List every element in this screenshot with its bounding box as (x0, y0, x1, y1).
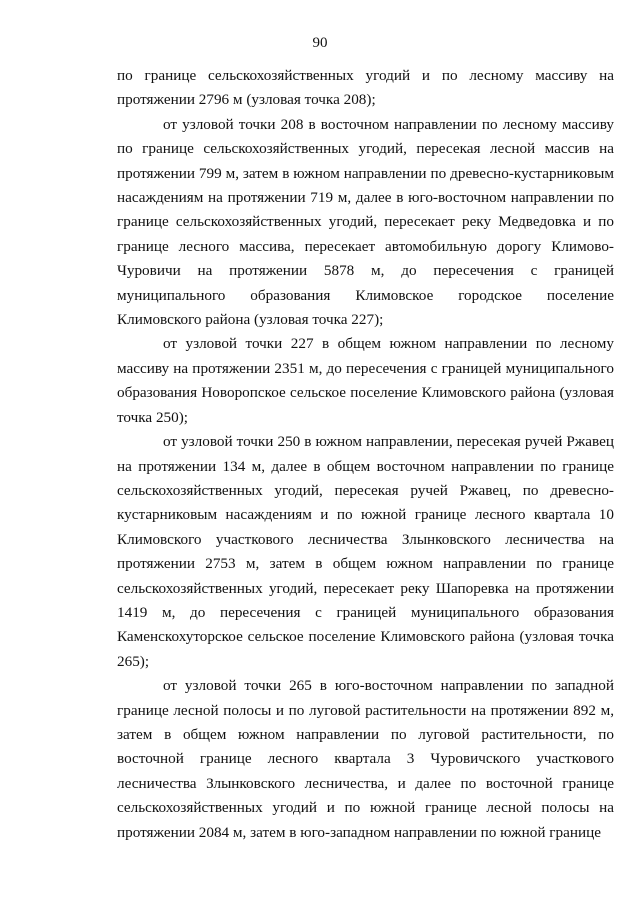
paragraph: от узловой точки 250 в южном направлении, пересекая ручей Ржавец на протяжении 134 м, далее в общем восточном направлении по границе сельскохозяйственных угодий, пересекая ручей Ржавец, по древесно-кустарниковым насаждениям и по южной границе лесного квартала 10 Климовского участкового лесничества Злынковского лесничества на протяжении 2753 м, затем в общем южном направлении по границе сельскохозяйственных угодий, пересекает реку Шапоревка на протяжении 1419 м, до пересечения с границей муниципального образования Каменскохуторское сельское поселение Климовского района (узловая точка 265); (117, 433, 614, 670)
body-text (117, 64, 614, 845)
paragraph: от узловой точки 265 в юго-восточном направлении по западной границе лесной полосы и по луговой растительности на протяжении 892 м, затем в общем южном направлении по луговой растительности, по восточной границе лесного квартала 3 Чуровичского участкового лесничества Злынковского лесничества, и далее по восточной границе сельскохозяйственных угодий и по южной границе лесной полосы на протяжении 2084 м, затем в юго-западном направлении по южной границе (117, 677, 614, 841)
paragraph: по границе сельскохозяйственных угодий и по лесному массиву на протяжении 2796 м (узловая точка 208); (117, 67, 614, 109)
paragraph: от узловой точки 208 в восточном направлении по лесному массиву по границе сельскохозяйственных угодий, пересекая лесной массив на протяжении 799 м, затем в южном направлении по древесно-кустарниковым насаждениям на протяжении 719 м, далее в юго-восточном направлении по границе сельскохозяйственных угодий, пересекает реку Медведовка и по границе лесного массива, пересекает автомобильную дорогу Климово-Чуровичи на протяжении 5878 м, до пересечения с границей муниципального образования Климовское городское поселение Климовского района (узловая точка 227); (117, 115, 614, 329)
paragraph: от узловой точки 227 в общем южном направлении по лесному массиву на протяжении 2351 м, до пересечения с границей муниципального образования Новоропское сельское поселение Климовского района (узловая точка 250); (117, 335, 614, 426)
page-number: 90 (312, 35, 328, 51)
